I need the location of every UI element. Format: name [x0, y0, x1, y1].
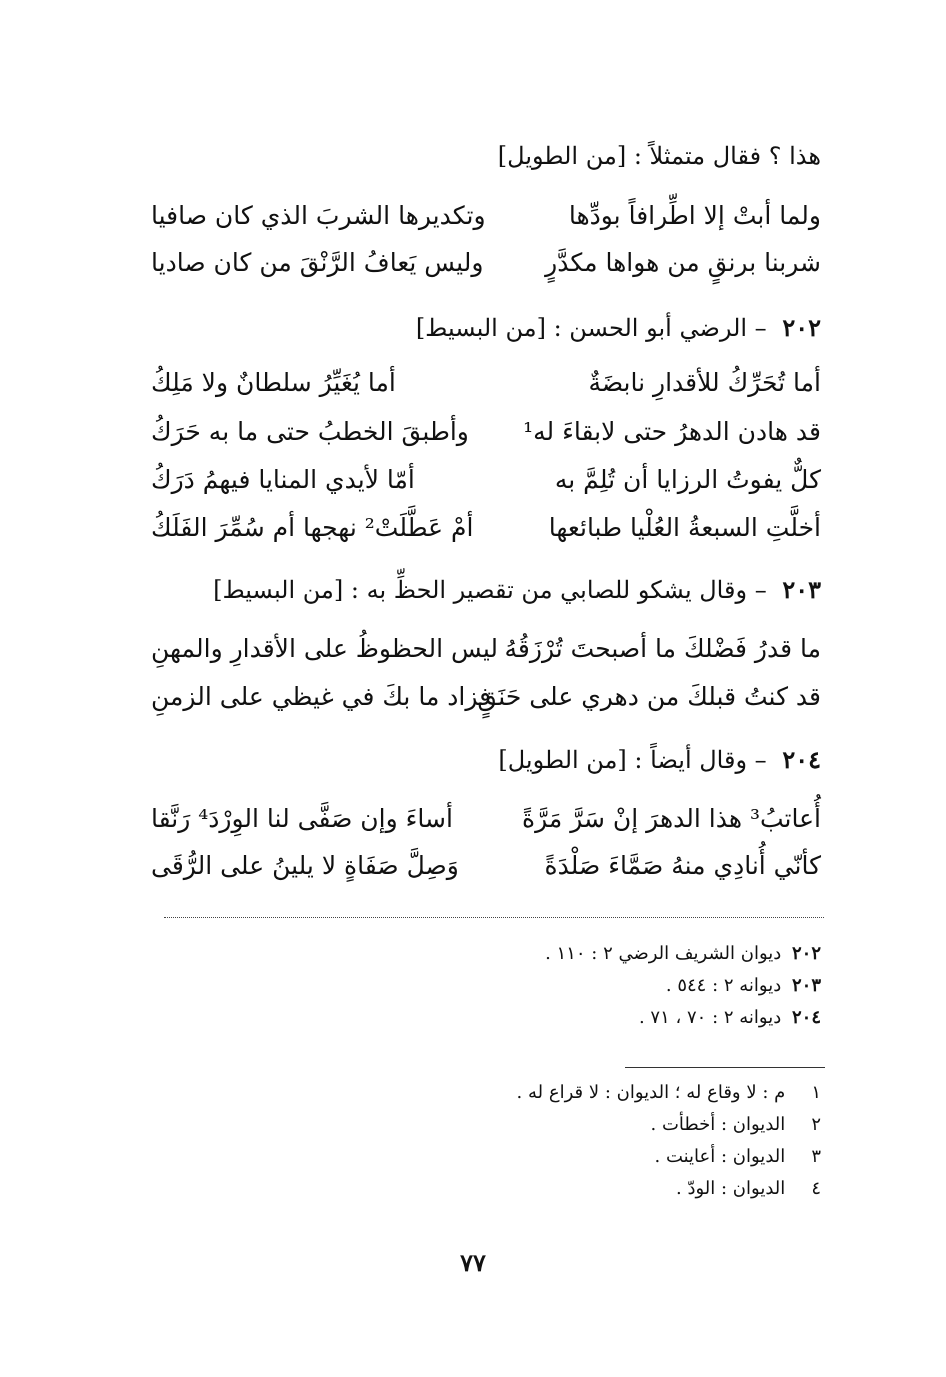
verse-second-hemistich: أما يُغَيِّرُ سلطانٌ ولا مَلِكُ — [151, 368, 396, 397]
poem-number: ٢٠٣ — [782, 575, 821, 604]
verse-first-hemistich: قد هادن الدهرُ حتى لابقاءَ له¹ — [523, 417, 821, 446]
verse-second-hemistich: أساءَ وإن صَفَّى لنا الوِرْدَ⁴ رَنَّقا — [151, 804, 453, 833]
source-reference — [141, 938, 821, 970]
source-text: ديوان الشريف الرضي ٢ : ١١٠ . — [545, 943, 782, 964]
page-number: ٧٧ — [460, 1248, 486, 1277]
poem-number: ٢٠٤ — [782, 745, 821, 774]
footnote — [141, 1141, 821, 1173]
verse-first-hemistich: أما تُحَرِّكُ للأقدارِ نابضَةٌ — [588, 368, 821, 397]
footnote-text: الديوان : أعاينت . — [654, 1146, 786, 1167]
intro-line: هذا ؟ فقال متمثلاً : [من الطويل] — [497, 142, 821, 170]
poem-number: ٢٠٢ — [782, 313, 821, 342]
source-references — [141, 938, 821, 1034]
verse-line — [151, 677, 821, 717]
verse-second-hemistich: أمْ عَطَّلَتْ² نهجها أم سُمِّرَ الفَلَكُ — [151, 513, 474, 542]
verse-second-hemistich: أمّا لأيدي المنايا فيهمُ دَرَكُ — [151, 465, 415, 494]
verse-line — [151, 799, 821, 839]
verse-second-hemistich: وتكديرها الشربَ الذي كان صافيا — [151, 201, 486, 230]
source-number: ٢٠٢ — [791, 943, 821, 964]
footnotes — [141, 1077, 821, 1205]
footnote-number: ١ — [811, 1082, 821, 1103]
verse-second-hemistich: وَصِلَّ صَفَاةٍ لا يلينُ على الرُّقَى — [151, 851, 459, 880]
footnote-text: الديوان : أخطأت . — [650, 1114, 786, 1135]
poem-title: – الرضي أبو الحسن : [من البسيط] — [415, 314, 767, 342]
verse-first-hemistich: شربنا برنقٍ من هواها مكدَّرٍ — [545, 248, 821, 277]
verse-line — [151, 363, 821, 403]
source-reference — [141, 970, 821, 1002]
source-reference — [141, 1002, 821, 1034]
verse-second-hemistich: وليس يَعافُ الرَّنْقَ من كان صاديا — [151, 248, 484, 277]
verse-first-hemistich: ولما أبتْ إلا اطِّرافاً بودِّها — [568, 201, 821, 230]
footnote-number: ٤ — [811, 1178, 821, 1199]
verse-line — [151, 629, 821, 669]
dotted-divider — [164, 917, 824, 918]
verse-first-hemistich: أخلَّتِ السبعةُ العُلْيا طبائعها — [548, 513, 821, 542]
poem-title: – وقال يشكو للصابي من تقصير الحظِّ به : [من البسيط] — [213, 576, 767, 604]
verse-first-hemistich: ما قدرُ فَضْلكَ ما أصبحتَ تُرْزَقُهُ — [504, 634, 821, 663]
verse-line — [151, 508, 821, 548]
verse-line — [151, 412, 821, 452]
verse-first-hemistich: كأنّي أُنادِي منهُ صَمَّاءَ صَلْدَةً — [544, 851, 821, 880]
verse-first-hemistich: أُعاتبُ³ هذا الدهرَ إنْ سَرَّ مَرَّةً — [521, 804, 821, 833]
verse-second-hemistich: فزاد ما بكَ في غيظي على الزمنِ — [151, 682, 492, 711]
verse-first-hemistich: قد كنتُ قبلكَ من دهري على حَنَقٍ — [477, 682, 821, 711]
source-number: ٢٠٣ — [791, 975, 821, 996]
poem-title: – وقال أيضاً : [من الطويل] — [498, 746, 767, 774]
footnote-number: ٢ — [811, 1114, 821, 1135]
verse-line — [151, 846, 821, 886]
footnote-text: م : لا وقاع له ؛ الديوان : لا قراع له . — [516, 1082, 786, 1103]
footnote — [141, 1077, 821, 1109]
footnote — [141, 1173, 821, 1205]
verse-first-hemistich: كلٌّ يفوتُ الرزايا أن تُلِمَّ به — [554, 465, 821, 494]
source-number: ٢٠٤ — [791, 1007, 821, 1028]
poem-heading-203 — [141, 571, 821, 609]
footnote-text: الديوان : الودّ . — [676, 1178, 786, 1199]
poem-heading-202 — [141, 309, 821, 347]
footnote-number: ٣ — [811, 1146, 821, 1167]
footnote-divider — [625, 1067, 825, 1068]
poem-heading-204 — [141, 741, 821, 779]
verse-line — [151, 243, 821, 283]
verse-second-hemistich: ليس الحظوظُ على الأقدارِ والمهنِ — [151, 634, 499, 663]
verse-second-hemistich: وأطبقَ الخطبُ حتى ما به حَرَكُ — [151, 417, 469, 446]
source-text: ديوانه ٢ : ٥٤٤ . — [665, 975, 782, 996]
footnote — [141, 1109, 821, 1141]
verse-line — [151, 196, 821, 236]
verse-line — [151, 460, 821, 500]
source-text: ديوانه ٢ : ٧٠ ، ٧١ . — [638, 1007, 782, 1028]
